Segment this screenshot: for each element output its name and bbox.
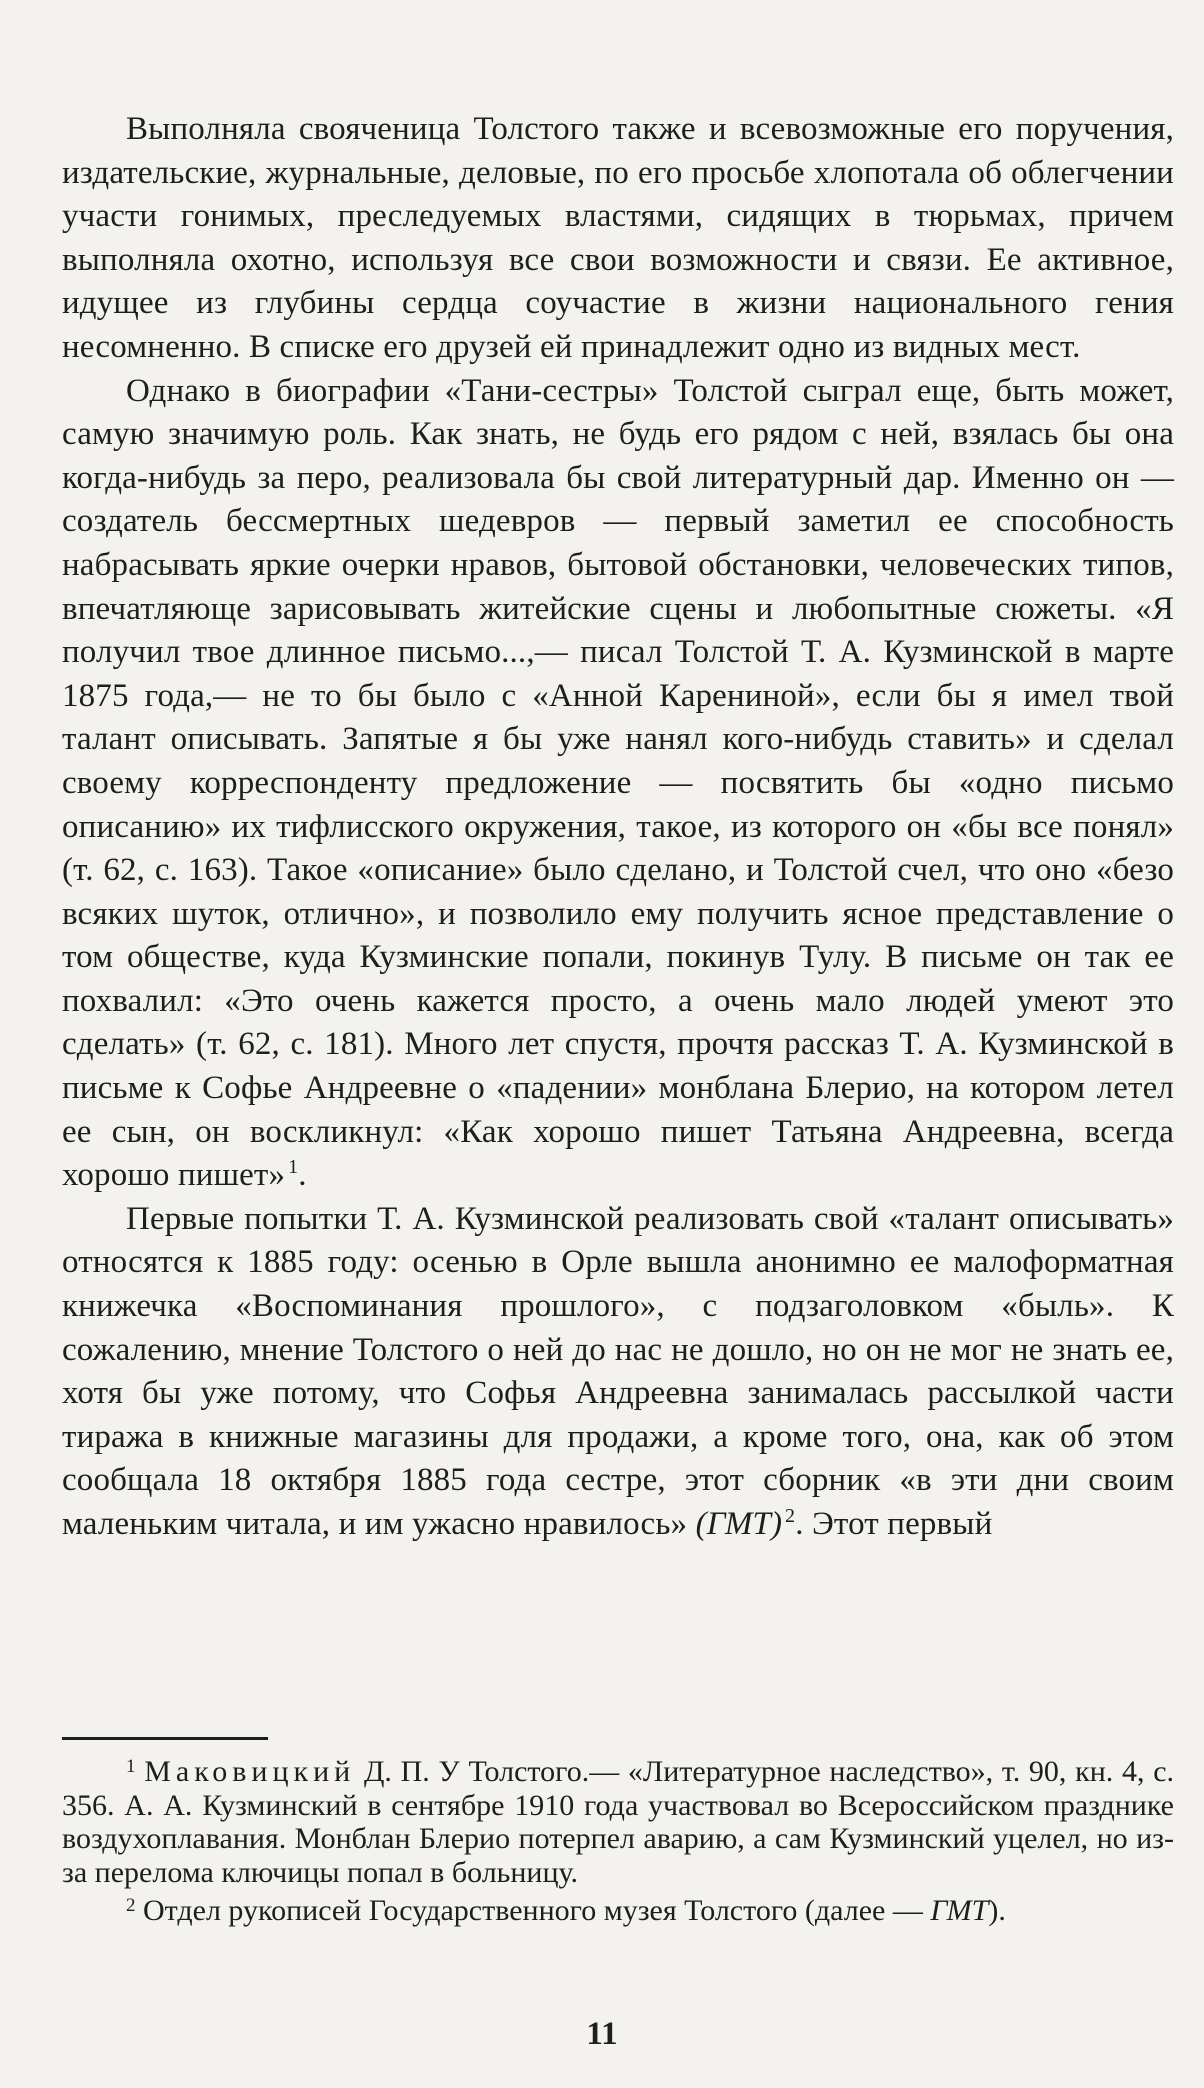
footnote-1-author: Маковицкий <box>144 1755 356 1788</box>
footnote-ref-2: 2 <box>785 1505 796 1527</box>
footnote-1-number: 1 <box>126 1756 136 1777</box>
footnote-2-text: Отдел рукописей Государственного музея Толстого (далее — <box>143 1894 923 1927</box>
footnote-2 <box>62 1889 1174 1928</box>
paragraph-3-continuation: Этот первый <box>812 1506 993 1542</box>
paragraph-3: Первые попытки Т. А. Кузминской реализовать свой «талант описывать» относятся к 1885 году: осенью в Орле вышла анонимно ее малоформатная книжечка «Воспоминания прошлого», с подзаголовком «быль». К сожалению, мнение Толстого о ней до нас не дошло, но он не мог не знать ее, хотя бы уже потому, что Софья Андреевна занималась рассылкой части тиража в книжные магазины для продажи, а кроме того, она, как об этом сообщала 18 октября 1885 года сестре, этот сборник «в эти дни своим маленьким читала, и им ужасно нравилось» (ГМТ) $^2$. Этот первый <box>62 1200 1174 1542</box>
paragraph-3-text: Первые попытки Т. А. Кузминской реализовать свой «талант описывать» относятся к 1885 году: осенью в Орле вышла анонимно ее малоформатная книжечка «Воспоминания прошлого», с подзаголовком «быль». К сожалению, мнение Толстого о ней до нас не дошло, но он не мог не знать ее, хотя бы уже потому, что Софья Андреевна занималась рассылкой части тиража в книжные магазины для продажи, а кроме того, она, как об этом сообщала 18 октября 1885 года сестре, этот сборник «в эти дни своим маленьким читала, и им ужасно нравилось» <box>62 1200 1174 1542</box>
paragraph-2: Однако в биографии «Тани-сестры» Толстой сыграл еще, быть может, самую значимую роль. Как знать, не будь его рядом с ней, взялась бы она когда-нибудь за перо, реализовала бы свой литературный дар. Именно он — создатель бессмертных шедевров — первый заметил ее способность набрасывать яркие очерки нравов, бытовой обстановки, человеческих типов, впечатляюще зарисовывать житейские сцены и любопытные сюжеты. «Я получил твое длинное письмо...,— писал Толстой Т. А. Кузминской в марте 1875 года,— не то бы было с «Анной Карениной», если бы я имел твой талант описывать. Запятые я бы уже нанял кого-нибудь ставить» и сделал своему корреспонденту предложение — посвятить бы «одно письмо описанию» их тифлисского окружения, такое, из которого он «бы все понял» (т. 62, с. 163). Такое «описание» было сделано, и Толстой счел, что оно «безо всяких шуток, отлично», и позволило ему получить ясное представление о том обществе, куда Кузминские попали, покинув Тулу. В письме он так ее похвалил: «Это очень кажется просто, а очень мало людей умеют это сделать» (т. 62, с. 181). Много лет спустя, прочтя рассказ Т. А. Кузминской в письме к Софье Андреевне о «падении» монблана Блерио, на котором летел ее сын, он воскликнул: «Как хорошо пишет Татьяна Андреевна, всегда хорошо пишет» $^1$. <box>62 372 1174 1194</box>
page-number: 11 <box>586 2016 618 2052</box>
footnote-ref-1: 1 <box>288 1156 299 1179</box>
footnote-2-end: ). <box>988 1894 1006 1927</box>
footnote-2-number: 2 <box>126 1895 136 1916</box>
footnote-1-text: Д. П. У Толстого.— «Литературное наследство», т. 90, кн. 4, с. 356. А. А. Кузминский в сентябре 1910 года участвовал во Всероссийском празднике воздухоплавания. Монблан Блерио потерпел аварию, а сам Кузминский уцелел, но из-за перелома ключицы попал в больницу. <box>62 1755 1175 1889</box>
paragraph-2-text: Однако в биографии «Тани-сестры» Толстой сыграл еще, быть может, самую значимую роль. Как знать, не будь его рядом с ней, взялась бы она когда-нибудь за перо, реализовала бы свой литературный дар. Именно он — создатель бессмертных шедевров — первый заметил ее способность набрасывать яркие очерки нравов, бытовой обстановки, человеческих типов, впечатляюще зарисовывать житейские сцены и любопытные сюжеты. «Я получил твое длинное письмо...,— писал Толстой Т. А. Кузминской в марте 1875 года,— не то бы было с «Анной Карениной», если бы я имел твой талант описывать. Запятые я бы уже нанял кого-нибудь ставить» и сделал своему корреспонденту предложение — посвятить бы «одно письмо описанию» их тифлисского окружения, такое, из которого он «бы все понял» (т. 62, с. 163). Такое «описание» было сделано, и Толстой счел, что оно «безо всяких шуток, отлично», и позволило ему получить ясное представление о том обществе, куда Кузминские попали, покинув Тулу. В письме он так ее похвалил: «Это очень кажется просто, а очень мало людей умеют это сделать» (т. 62, с. 181). Много лет спустя, прочтя рассказ Т. А. Кузминской в письме к Софье Андреевне о «падении» монблана Блерио, на котором летел ее сын, он воскликнул: «Как хорошо пишет Татьяна Андреевна, всегда хорошо пишет» <box>62 372 1174 1194</box>
footnote-2-abbreviation: ГМТ <box>930 1894 989 1927</box>
footnote-1 <box>62 1750 1174 1889</box>
source-abbreviation: (ГМТ) <box>695 1506 783 1542</box>
footnotes <box>62 1750 1174 1928</box>
paragraph-1: Выполняла свояченица Толстого также и всевозможные его поручения, издательские, журнальные, деловые, по его просьбе хлопотала об облегчении участи гонимых, преследуемых властями, сидящих в тюрьмах, причем выполняла охотно, используя все свои возможности и связи. Ее активное, идущее из глубины сердца соучастие в жизни национального гения несомненно. В списке его друзей ей принадлежит одно из видных мест. <box>62 111 1174 365</box>
footnote-separator <box>62 1737 268 1740</box>
